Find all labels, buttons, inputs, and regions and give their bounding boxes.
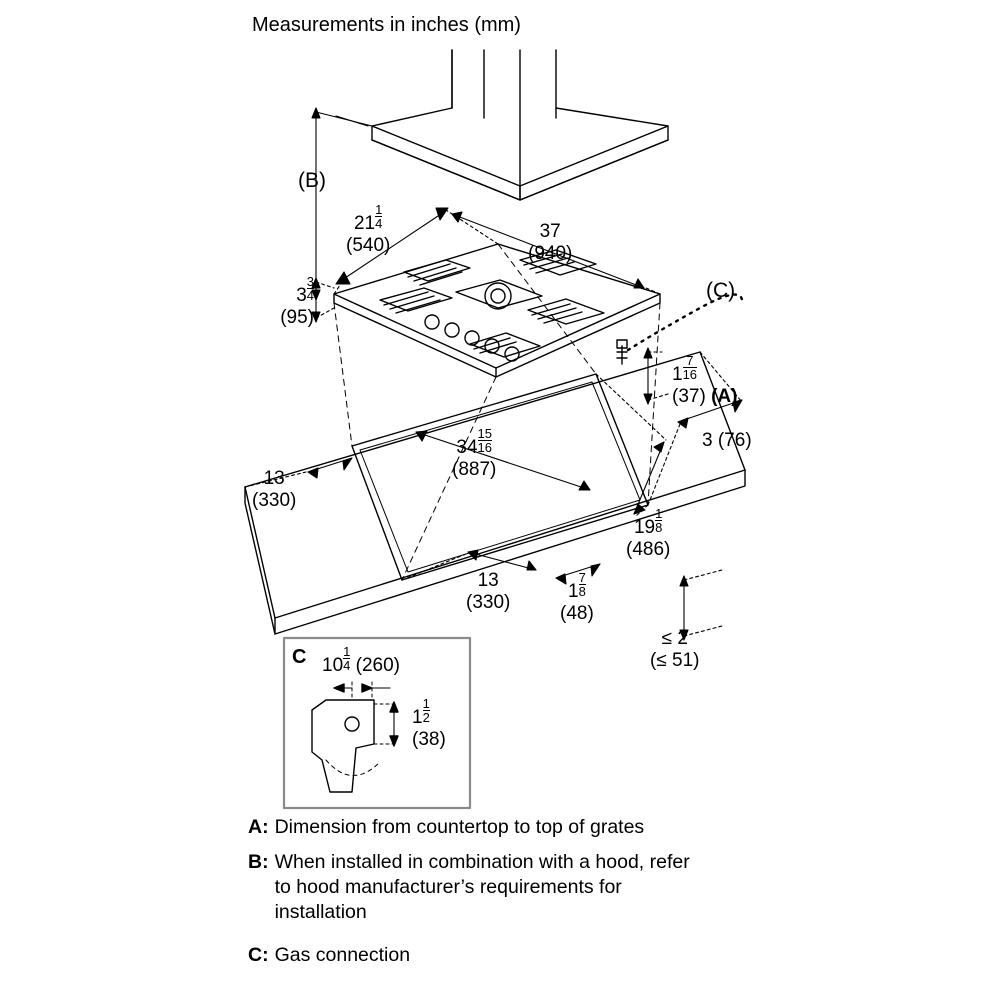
page-title: Measurements in inches (mm) xyxy=(252,14,521,36)
legend-note-a xyxy=(248,815,708,840)
legend-note-c xyxy=(248,943,708,968)
legend-note-b-key: B: xyxy=(248,851,269,873)
dim-cutout-depth-inch: 19 $\frac{1}{8}$ xyxy=(633,506,663,538)
dim-width-top-inch: 37 xyxy=(539,221,561,242)
dim-left-offset xyxy=(252,468,296,512)
dim-lip-height xyxy=(672,355,737,408)
inset-width-inch: 10 $\frac{1}{4}$ xyxy=(322,644,351,676)
legend-note-c-key: C: xyxy=(248,944,269,966)
dim-front-offset-mm: (330) xyxy=(466,592,511,613)
hood-illustration xyxy=(372,50,668,200)
dim-rear-edge-mm: (76) xyxy=(717,430,752,451)
dim-rear-edge xyxy=(702,430,752,452)
inset-width-dim xyxy=(322,646,400,677)
dim-left-offset-mm: (330) xyxy=(252,490,297,511)
cooktop-illustration xyxy=(334,244,660,377)
dim-rear-edge-inch: 3 xyxy=(702,430,713,451)
dim-hood-height-label: (B) xyxy=(298,169,326,192)
inset-height-inch: 1 $\frac{1}{2}$ xyxy=(412,696,430,728)
legend-note-a-text: Dimension from countertop to top of grates xyxy=(274,816,645,838)
dim-depth-top xyxy=(346,204,390,257)
dim-cutout-width-mm: (887) xyxy=(452,459,497,480)
dim-lip-height-ref: (A) xyxy=(711,386,738,407)
dim-grate-height xyxy=(258,276,314,329)
dim-width-top-mm: (940) xyxy=(528,243,573,264)
dim-width-top xyxy=(528,221,572,265)
dim-depth-top-inch: 21 $\frac{1}{4}$ xyxy=(353,202,383,234)
dim-front-edge-inch: 1 $\frac{7}{8}$ xyxy=(567,570,586,602)
legend-note-b-text: When installed in combination with a hood, refer to hood manufacturer’s requirements for installation xyxy=(274,851,690,923)
dim-cutout-depth xyxy=(626,508,670,561)
dim-grate-height-inch: 3 $\frac{3}{4}$ xyxy=(296,274,314,306)
legend-note-a-key: A: xyxy=(248,816,269,838)
dim-lip-height-inch: 1 $\frac{7}{16}$ xyxy=(672,353,698,385)
dim-countertop-thickness xyxy=(650,628,700,672)
dim-lip-height-mm: (37) xyxy=(672,386,706,407)
legend-notes xyxy=(248,815,708,978)
dim-cutout-width xyxy=(452,428,496,481)
dim-front-edge-mm: (48) xyxy=(560,603,594,624)
gas-connection-ref-label: (C) xyxy=(706,279,736,302)
inset-tag-label: C xyxy=(292,646,307,668)
dim-countertop-thickness-inch: ≤ 2 xyxy=(661,628,688,649)
inset-width-mm: (260) xyxy=(355,655,401,676)
dim-front-offset xyxy=(466,570,510,614)
dim-cutout-depth-mm: (486) xyxy=(626,539,671,560)
dim-front-edge xyxy=(560,572,594,625)
dim-countertop-thickness-mm: (≤ 51) xyxy=(650,650,700,671)
dim-grate-height-mm: (95) xyxy=(280,307,314,328)
dim-left-offset-inch: 13 xyxy=(263,468,285,489)
inset-height-mm: (38) xyxy=(412,729,446,750)
dim-cutout-width-inch: 34 $\frac{15}{16}$ xyxy=(456,426,492,458)
dim-depth-top-mm: (540) xyxy=(346,235,391,256)
dim-front-offset-inch: 13 xyxy=(477,570,499,591)
legend-note-b xyxy=(248,850,708,925)
inset-height-dim xyxy=(412,698,446,751)
legend-note-c-text: Gas connection xyxy=(274,944,411,966)
